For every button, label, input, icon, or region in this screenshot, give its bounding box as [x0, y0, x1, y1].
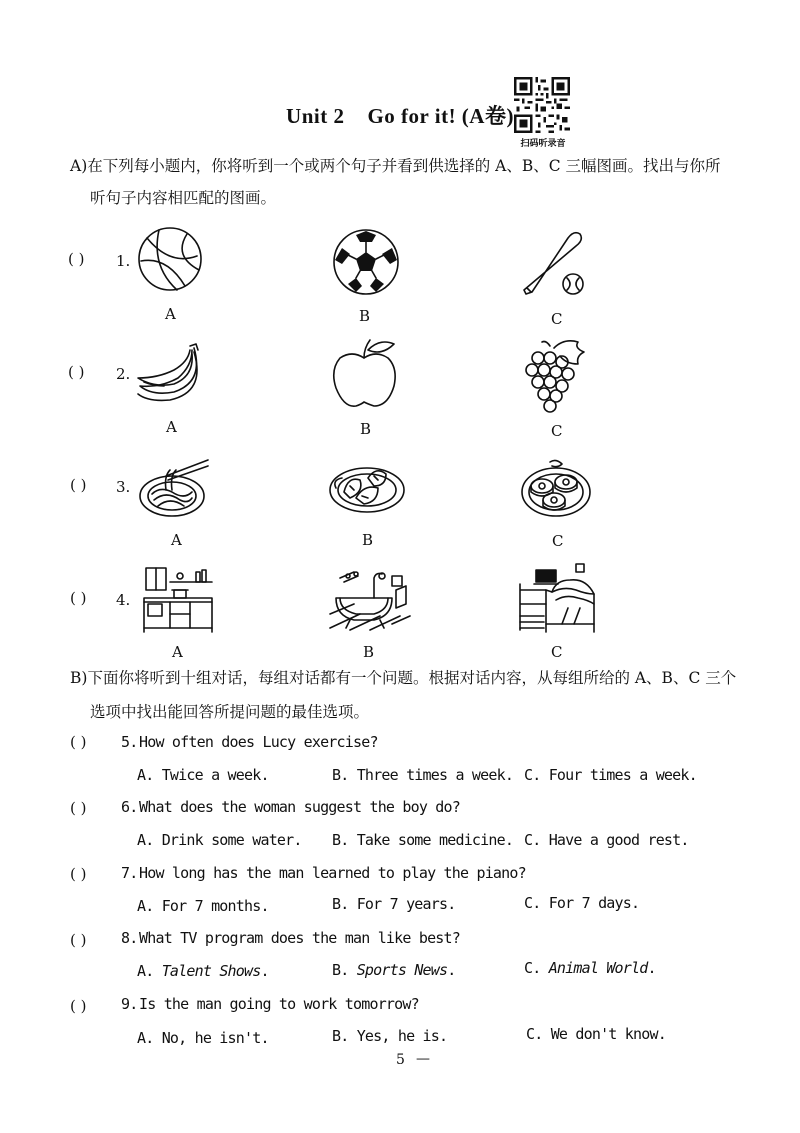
- question-number: 4.: [116, 591, 131, 609]
- grapes-icon: [520, 336, 588, 414]
- option-letter: A: [171, 531, 182, 549]
- option-c: C. Animal World.: [524, 959, 656, 977]
- option-a: A. Talent Shows.: [137, 962, 269, 980]
- question-number: 7.: [121, 864, 138, 882]
- answer-paren[interactable]: ( ): [70, 931, 87, 949]
- qr-caption: 扫码听录音: [520, 139, 566, 149]
- answer-paren[interactable]: ( ): [70, 476, 87, 494]
- option-letter: B: [363, 643, 375, 661]
- answer-paren[interactable]: ( ): [68, 250, 85, 268]
- question-number: 3.: [116, 478, 131, 496]
- title-unit: Unit 2: [286, 104, 345, 128]
- option-b: B. Take some medicine.: [332, 831, 514, 849]
- apple-icon: [330, 336, 400, 410]
- question-number: 8.: [121, 929, 138, 947]
- section-a-line1: A)在下列每小题内，你将听到一个或两个句子并看到供选择的 A、B、C 三幅图画。找出与你所: [70, 157, 721, 175]
- program-name: Talent Shows: [161, 962, 261, 980]
- answer-paren[interactable]: ( ): [70, 589, 87, 607]
- option-letter: A: [172, 643, 183, 661]
- kitchen-icon: [140, 562, 216, 632]
- answer-paren[interactable]: ( ): [70, 733, 87, 751]
- option-c: C. Four times a week.: [524, 766, 697, 784]
- option-letter: C: [552, 532, 564, 550]
- option-c: C. Have a good rest.: [524, 831, 689, 849]
- answer-paren[interactable]: ( ): [70, 865, 87, 883]
- option-c: C. For 7 days.: [524, 894, 640, 912]
- page-dash: —: [416, 1051, 430, 1067]
- program-name: Animal World: [548, 959, 648, 977]
- option-a: A. Twice a week.: [137, 766, 269, 784]
- question-number: 2.: [116, 365, 131, 383]
- section-b-line2: 选项中找出能回答所提问题的最佳选项。: [90, 703, 370, 721]
- section-a-line2: 听句子内容相匹配的图画。: [90, 189, 277, 207]
- option-letter: A: [165, 305, 176, 323]
- question-text: How often does Lucy exercise?: [139, 733, 378, 751]
- answer-paren[interactable]: ( ): [70, 997, 87, 1015]
- option-letter: C: [551, 310, 563, 328]
- option-letter: B: [359, 307, 371, 325]
- baseball-bat-icon: [518, 228, 590, 300]
- option-b: B. For 7 years.: [332, 895, 456, 913]
- option-letter: C: [551, 643, 563, 661]
- option-letter: C: [551, 422, 563, 440]
- answer-paren[interactable]: ( ): [68, 363, 85, 381]
- page-title: [0, 100, 800, 130]
- soccer-ball-icon: [332, 228, 400, 296]
- mooncakes-plate-icon: [520, 456, 592, 520]
- title-name: Go for it! (A卷): [367, 104, 514, 128]
- option-c: C. We don't know.: [526, 1025, 666, 1043]
- option-b: B. Yes, he is.: [332, 1027, 448, 1045]
- bananas-icon: [134, 342, 206, 404]
- question-number: 6.: [121, 798, 138, 816]
- option-a: A. No, he isn't.: [137, 1029, 269, 1047]
- qr-code-icon: [514, 77, 570, 133]
- basketball-icon: [137, 226, 203, 292]
- question-number: 9.: [121, 995, 138, 1013]
- bedroom-icon: [516, 560, 596, 634]
- question-text: What does the woman suggest the boy do?: [139, 798, 461, 816]
- option-letter: B: [362, 531, 374, 549]
- question-text: What TV program does the man like best?: [139, 929, 461, 947]
- bathroom-icon: [330, 564, 410, 632]
- option-b: B. Three times a week.: [332, 766, 514, 784]
- question-text: Is the man going to work tomorrow?: [139, 995, 419, 1013]
- noodles-icon: [136, 456, 210, 518]
- question-number: 5.: [121, 733, 138, 751]
- question-text: How long has the man learned to play the piano?: [139, 864, 526, 882]
- answer-paren[interactable]: ( ): [70, 799, 87, 817]
- section-b-line1: B)下面你将听到十组对话，每组对话都有一个问题。根据对话内容，从每组所给的 A、B、C 三个: [70, 669, 737, 687]
- dumplings-plate-icon: [328, 458, 406, 516]
- option-b: B. Sports News.: [332, 961, 456, 979]
- question-number: 1.: [116, 252, 131, 270]
- option-a: A. For 7 months.: [137, 897, 269, 915]
- option-a: A. Drink some water.: [137, 831, 302, 849]
- option-letter: A: [166, 418, 177, 436]
- program-name: Sports News: [356, 961, 448, 979]
- option-letter: B: [360, 420, 372, 438]
- page-number: 5: [396, 1052, 405, 1068]
